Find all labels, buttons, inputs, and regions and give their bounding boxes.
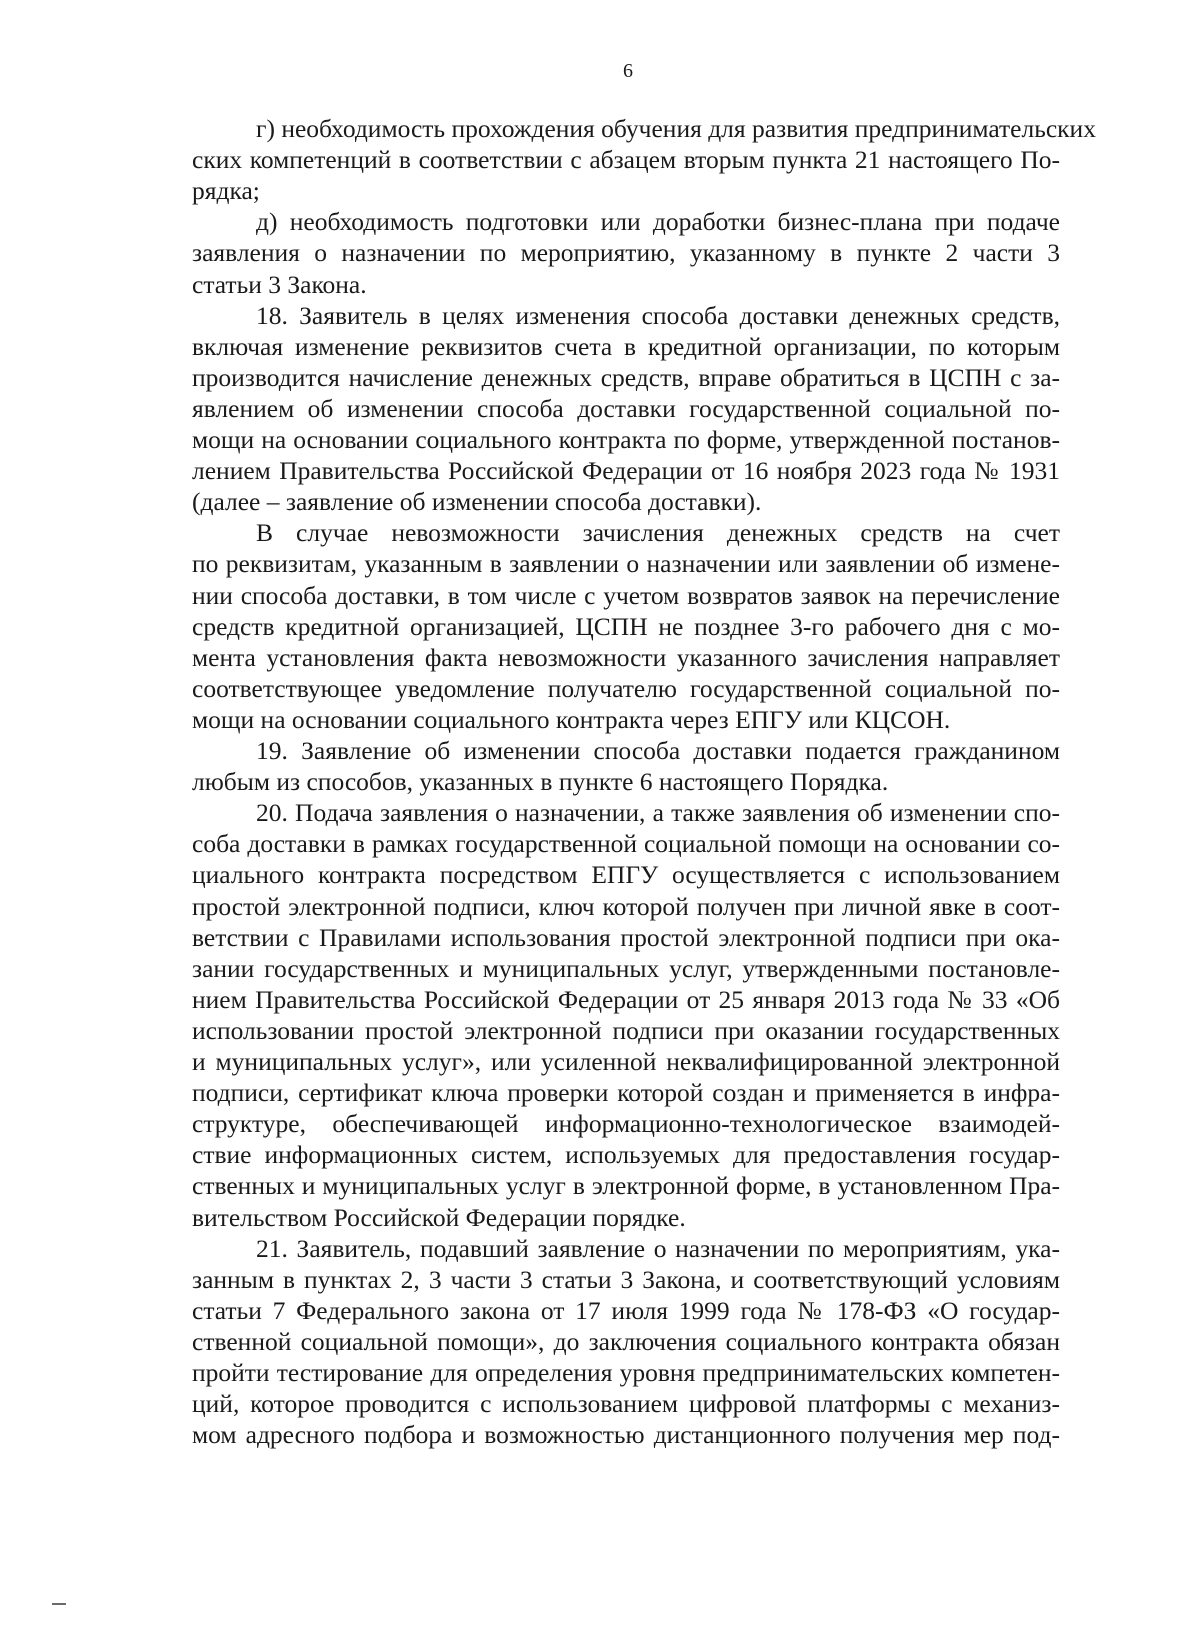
text-line: г) необходимость прохождения обучения для развития предпринимательских	[256, 114, 1096, 143]
text-line: занным в пунктах 2, 3 части 3 статьи 3 Закона, и соответствующий условиям	[192, 1264, 1060, 1294]
text-line: простой электронной подписи, ключ которой получен при личной явке в соот-	[192, 891, 1060, 921]
text-line: явлением об изменении способа доставки государственной социальной по-	[192, 393, 1060, 423]
text-line: ветствии с Правилами использования простой электронной подписи при ока-	[192, 922, 1060, 952]
text-line: соба доставки в рамках государственной социальной помощи на основании со-	[192, 829, 1060, 859]
text-line: зании государственных и муниципальных услуг, утвержденными постановле-	[192, 953, 1060, 983]
text-line: циального контракта посредством ЕПГУ осуществляется с использованием	[192, 860, 1060, 890]
text-line: лением Правительства Российской Федерации от 16 ноября 2023 года № 1931	[192, 456, 1060, 486]
page-number: 6	[623, 60, 633, 82]
text-line: средств кредитной организацией, ЦСПН не позднее 3-го рабочего дня с мо-	[192, 611, 1060, 641]
text-line: д) необходимость подготовки или доработки бизнес-плана при подаче	[256, 207, 1060, 237]
text-line: подписи, сертификат ключа проверки которой создан и применяется в инфра-	[192, 1078, 1060, 1108]
text-line: вительством Российской Федерации порядке.	[192, 1202, 686, 1232]
text-line: мощи на основании социального контракта через ЕПГУ или КЦСОН.	[192, 704, 951, 734]
text-line: В случае невозможности зачисления денежных средств на счет	[256, 518, 1060, 548]
text-line: структуре, обеспечивающей информационно-технологическое взаимодей-	[192, 1109, 1060, 1139]
text-line: соответствующее уведомление получателю государственной социальной по-	[192, 673, 1060, 703]
text-line: мощи на основании социального контракта по форме, утвержденной постанов-	[192, 425, 1060, 454]
text-line: заявления о назначении по мероприятию, указанному в пункте 2 части 3	[192, 238, 1060, 268]
text-line: 21. Заявитель, подавший заявление о назначении по мероприятиям, ука-	[256, 1233, 1060, 1263]
text-line: включая изменение реквизитов счета в кредитной организации, по которым	[192, 331, 1060, 361]
text-line: статьи 3 Закона.	[192, 269, 367, 299]
text-line: использовании простой электронной подписи при оказании государственных	[192, 1015, 1060, 1045]
text-line: любым из способов, указанных в пункте 6 настоящего Порядка.	[192, 767, 889, 797]
text-line: нием Правительства Российской Федерации от 25 января 2013 года № 33 «Об	[192, 984, 1060, 1014]
text-line: и муниципальных услуг», или усиленной неквалифицированной электронной	[192, 1047, 1060, 1076]
text-line: ственных и муниципальных услуг в электронной форме, в установленном Пра-	[192, 1171, 1060, 1201]
text-line: 18. Заявитель в целях изменения способа доставки денежных средств,	[256, 300, 1060, 330]
text-line: пройти тестирование для определения уровня предпринимательских компетен-	[192, 1358, 1060, 1387]
text-line: статьи 7 Федерального закона от 17 июля 1999 года № 178-ФЗ «О государ-	[192, 1295, 1060, 1325]
text-line: производится начисление денежных средств, вправе обратиться в ЦСПН с за-	[192, 362, 1060, 392]
text-line: ций, которое проводится с использованием цифровой платформы с механиз-	[192, 1389, 1060, 1419]
text-line: по реквизитам, указанным в заявлении о назначении или заявлении об измене-	[192, 549, 1060, 579]
text-line: 19. Заявление об изменении способа доставки подается гражданином	[256, 736, 1060, 765]
text-line: рядка;	[192, 176, 260, 206]
text-line: 20. Подача заявления о назначении, а также заявления об изменении спо-	[256, 798, 1060, 828]
text-line: ствие информационных систем, используемых для предоставления государ-	[192, 1140, 1060, 1170]
scan-artifact	[52, 1603, 66, 1605]
text-line: нии способа доставки, в том числе с учетом возвратов заявок на перечисление	[192, 580, 1060, 610]
text-line: мом адресного подбора и возможностью дистанционного получения мер под-	[192, 1420, 1060, 1450]
text-line: ственной социальной помощи», до заключения социального контракта обязан	[192, 1326, 1060, 1356]
text-line: ских компетенций в соответствии с абзацем вторым пункта 21 настоящего По-	[192, 145, 1060, 175]
text-line: (далее – заявление об изменении способа доставки).	[192, 487, 762, 517]
text-line: мента установления факта невозможности указанного зачисления направляет	[192, 642, 1060, 672]
